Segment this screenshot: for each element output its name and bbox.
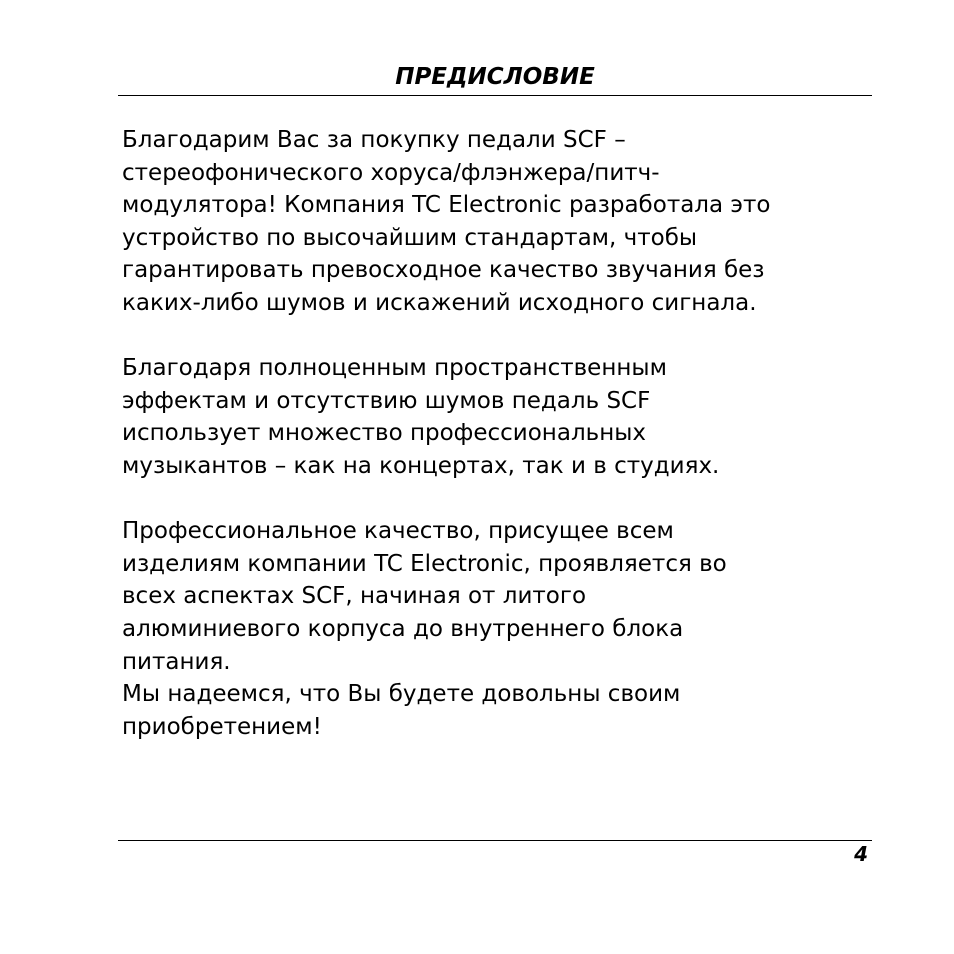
text-line: стереофонического хоруса/флэнжера/питч- <box>122 159 660 186</box>
text-line: Профессиональное качество, присущее всем <box>122 518 674 545</box>
page-number: 4 <box>854 842 868 866</box>
paragraph-gap <box>122 483 882 516</box>
text-line: алюминиевого корпуса до внутреннего блока <box>122 615 684 642</box>
paragraph-gap <box>122 320 882 353</box>
text-line: гарантировать превосходное качество звучания без <box>122 257 765 284</box>
paragraph-thanks <box>122 124 882 320</box>
text-line: использует множество профессиональных <box>122 420 647 447</box>
text-line: питания. <box>122 648 231 675</box>
text-line: каких-либо шумов и искажений исходного сигнала. <box>122 289 757 316</box>
text-line: модулятора! Компания TC Electronic разработала это <box>122 192 771 219</box>
body-text <box>122 124 882 743</box>
text-line: изделиям компании TC Electronic, проявляется во <box>122 550 727 577</box>
text-line: музыкантов – как на концертах, так и в студиях. <box>122 452 720 479</box>
text-line: Благодаря полноценным пространственным <box>122 355 667 382</box>
header-divider <box>118 95 872 96</box>
text-line: приобретением! <box>122 713 322 740</box>
text-line: эффектам и отсутствию шумов педаль SCF <box>122 387 651 414</box>
footer-divider <box>118 840 872 841</box>
paragraph-effects <box>122 352 882 482</box>
paragraph-quality <box>122 515 882 743</box>
text-line: всех аспектах SCF, начиная от литого <box>122 583 587 610</box>
text-line: Мы надеемся, что Вы будете довольны своим <box>122 681 681 708</box>
text-line: Благодарим Вас за покупку педали SCF – <box>122 127 626 153</box>
text-line: устройство по высочайшим стандартам, чтобы <box>122 224 698 251</box>
page-title: ПРЕДИСЛОВИЕ <box>395 64 595 90</box>
